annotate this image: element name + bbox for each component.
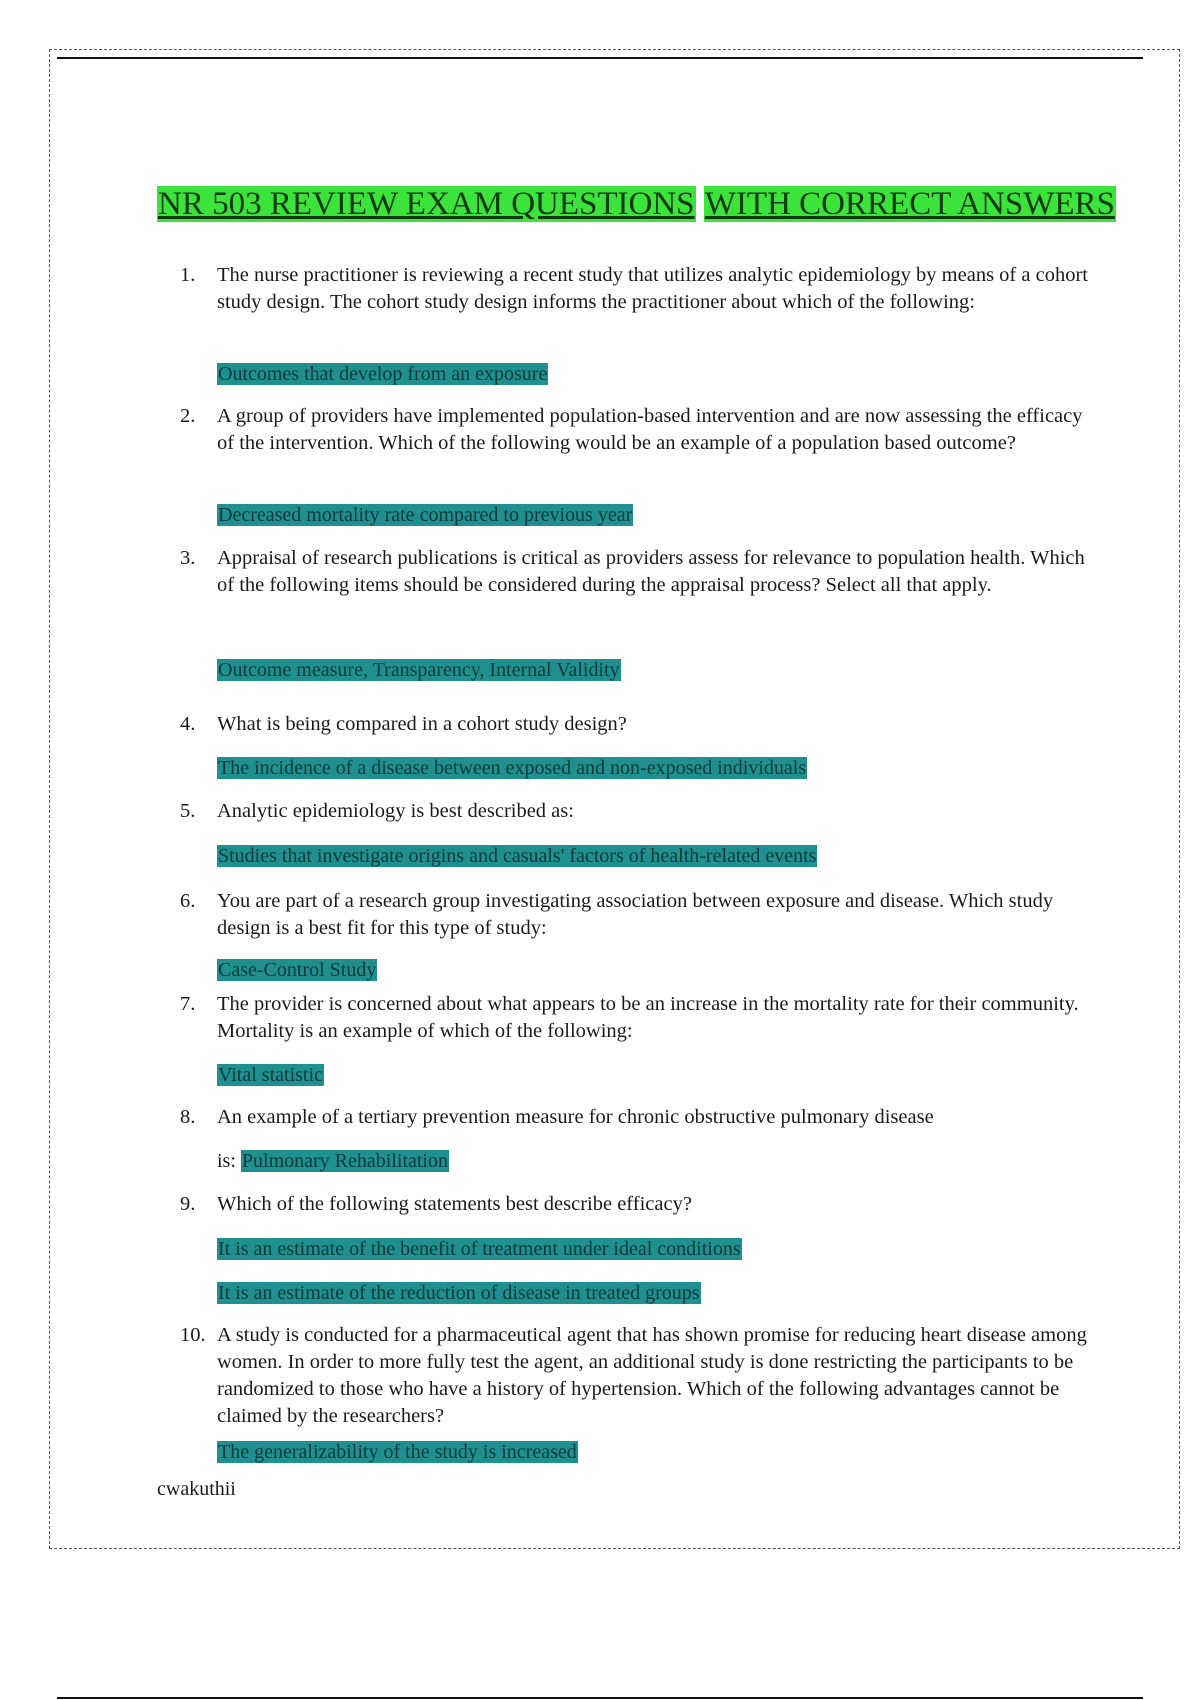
question-text: An example of a tertiary prevention measure for chronic obstructive pulmonary disease (217, 1106, 934, 1128)
document-title (157, 182, 1116, 226)
top-rule (57, 57, 1143, 59)
question-5 (180, 798, 1090, 825)
question-text: You are part of a research group investigating association between exposure and disease. Which study design is a best fit for this type of study: (217, 890, 1054, 939)
answer-highlight: The incidence of a disease between exposed and non-exposed individuals (218, 757, 807, 779)
answer-1 (217, 361, 548, 387)
answer-highlight: Outcome measure, Transparency, Internal Validity (218, 659, 620, 681)
answer-highlight: Decreased mortality rate compared to previous year (218, 504, 633, 526)
answer-10 (217, 1439, 578, 1465)
answer-highlight: The generalizability of the study is increased (218, 1441, 577, 1463)
question-number: 9. (180, 1193, 196, 1215)
title-part-2: WITH CORRECT ANSWERS (704, 186, 1115, 222)
question-number: 10. (180, 1324, 206, 1346)
question-8 (180, 1104, 1090, 1131)
answer-prefix: is: (217, 1150, 236, 1172)
question-1 (180, 262, 1090, 316)
question-text: A group of providers have implemented population-based intervention and are now assessing the efficacy of the intervention. Which of the following would be an example of a population based outcome? (217, 405, 1083, 454)
question-number: 6. (180, 890, 196, 912)
question-10 (180, 1322, 1090, 1430)
bottom-rule (57, 1697, 1143, 1699)
answer-highlight: Vital statistic (218, 1064, 323, 1086)
question-text: A study is conducted for a pharmaceutical agent that has shown promise for reducing heart disease among women. In order to more fully test the agent, an additional study is done restricting the participants to be randomized to those who have a history of hypertension. Which of the following advantages cannot be claimed by the researchers? (217, 1324, 1087, 1427)
question-6 (180, 888, 1090, 942)
answer-9a (217, 1236, 742, 1262)
answer-6 (217, 957, 377, 983)
answer-highlight: Pulmonary Rehabilitation (241, 1150, 448, 1172)
question-number: 4. (180, 713, 196, 735)
question-text: The nurse practitioner is reviewing a recent study that utilizes analytic epidemiology by means of a cohort study design. The cohort study design informs the practitioner about which of the following: (217, 264, 1088, 313)
question-7 (180, 991, 1090, 1045)
question-text: Analytic epidemiology is best described as: (217, 800, 574, 822)
question-text: Appraisal of research publications is critical as providers assess for relevance to population health. Which of the following items should be considered during the appraisal process? Select all that apply. (217, 547, 1085, 596)
question-4 (180, 711, 1090, 738)
question-number: 1. (180, 264, 196, 286)
question-number: 5. (180, 800, 196, 822)
question-number: 7. (180, 993, 196, 1015)
question-text: The provider is concerned about what appears to be an increase in the mortality rate for their community. Mortality is an example of which of the following: (217, 993, 1079, 1042)
answer-highlight: Studies that investigate origins and casuals' factors of health-related events (218, 845, 817, 867)
author-watermark: cwakuthii (157, 1478, 236, 1500)
answer-highlight: Case-Control Study (218, 959, 377, 981)
answer-highlight: It is an estimate of the benefit of treatment under ideal conditions (218, 1238, 741, 1260)
answer-4 (217, 755, 807, 781)
answer-highlight: Outcomes that develop from an exposure (218, 363, 548, 385)
answer-8 (217, 1148, 449, 1174)
question-text: Which of the following statements best describe efficacy? (217, 1193, 692, 1215)
answer-9b (217, 1280, 701, 1306)
answer-3 (217, 657, 621, 683)
question-3 (180, 545, 1090, 599)
question-number: 8. (180, 1106, 196, 1128)
answer-2 (217, 502, 633, 528)
question-9 (180, 1191, 1090, 1218)
answer-highlight: It is an estimate of the reduction of disease in treated groups (218, 1282, 700, 1304)
question-2 (180, 403, 1090, 457)
title-part-1: NR 503 REVIEW EXAM QUESTIONS (158, 186, 695, 222)
question-number: 2. (180, 405, 196, 427)
question-number: 3. (180, 547, 196, 569)
question-text: What is being compared in a cohort study design? (217, 713, 627, 735)
answer-5 (217, 843, 817, 869)
answer-7 (217, 1062, 324, 1088)
